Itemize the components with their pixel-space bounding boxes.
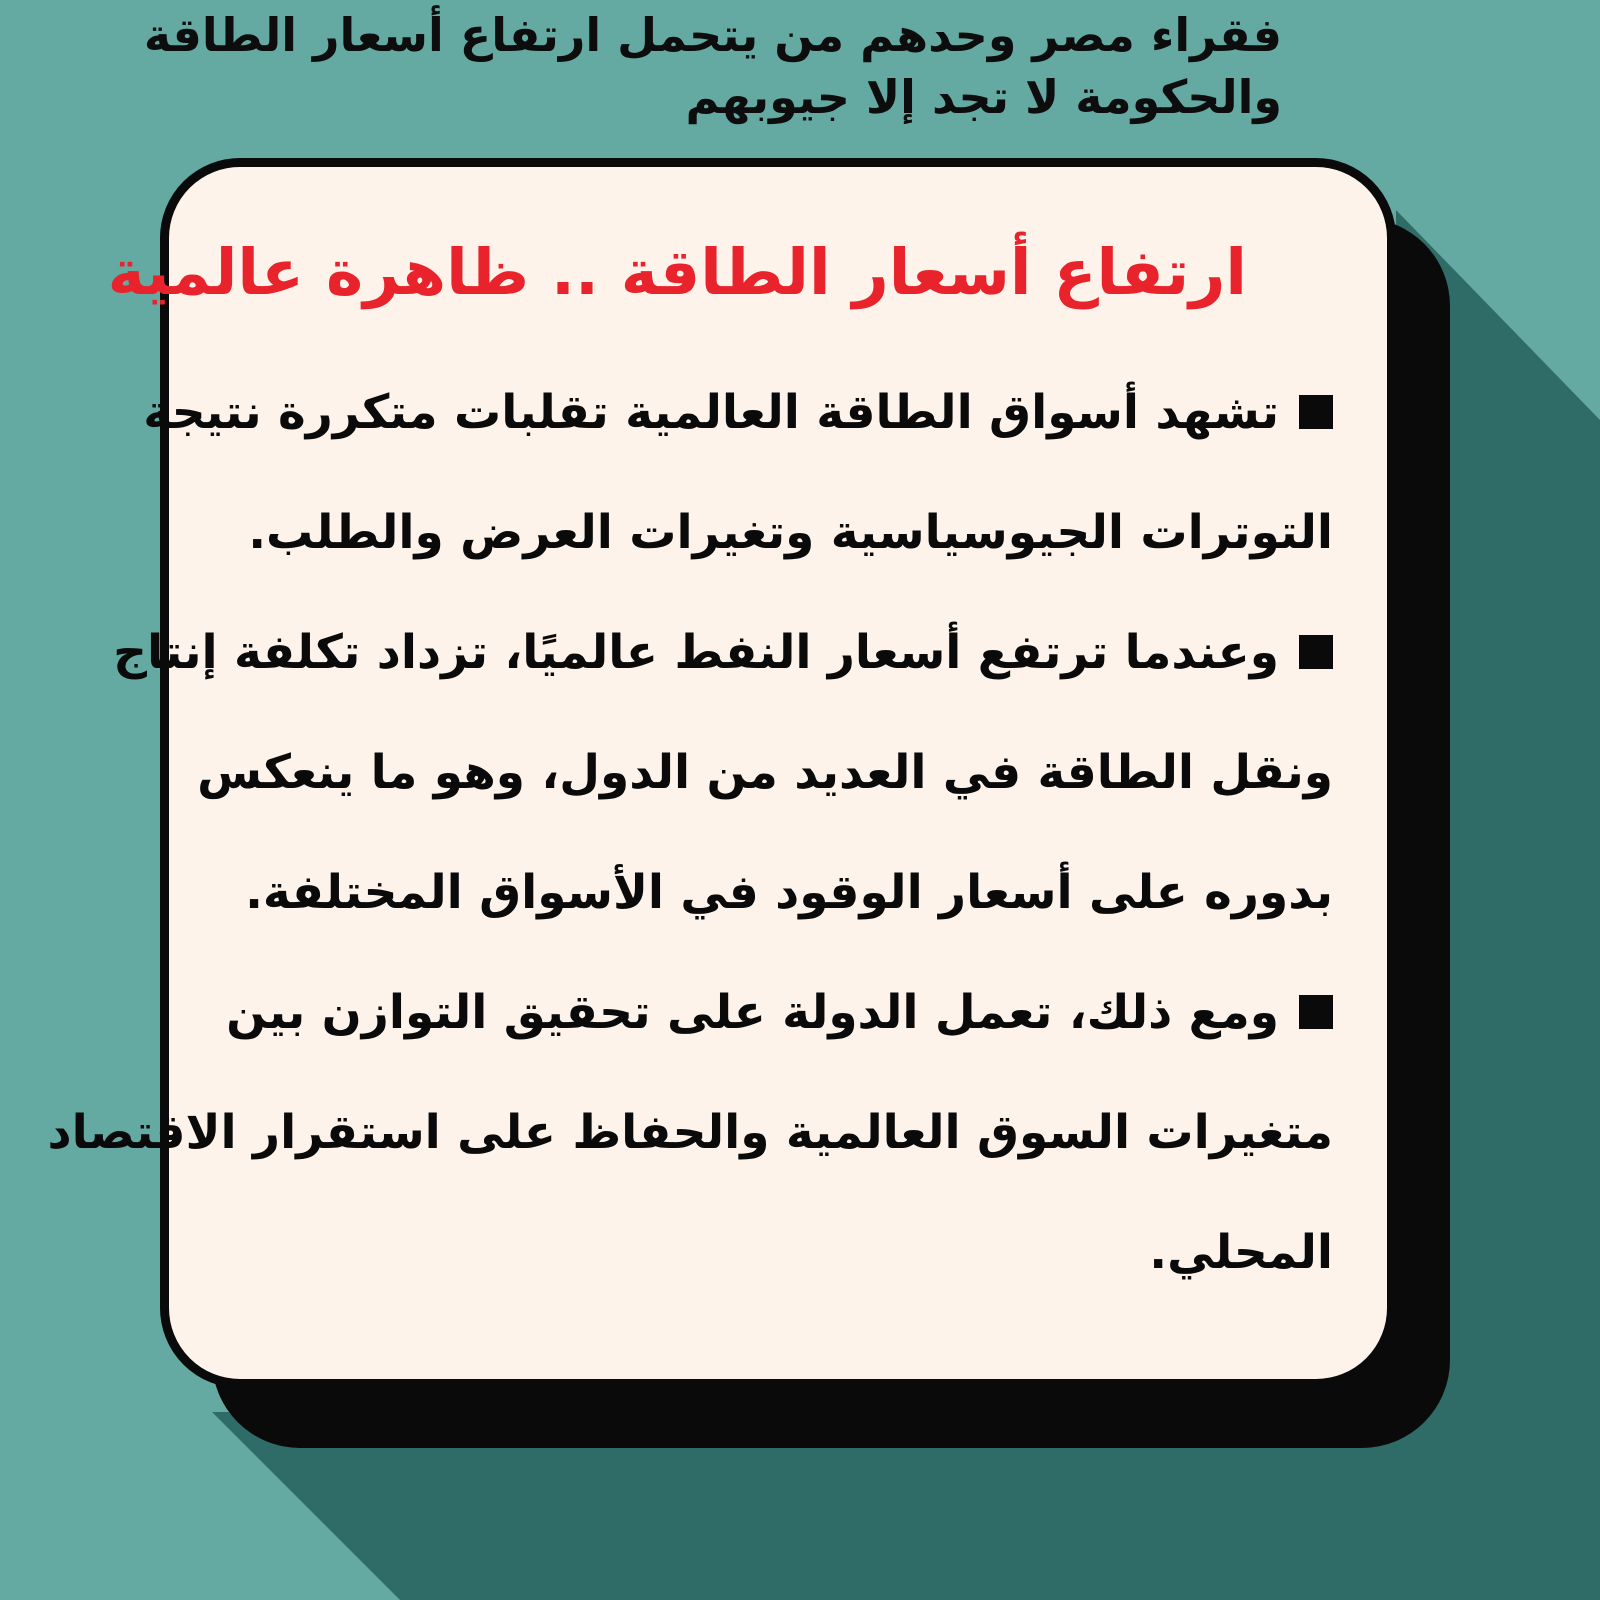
bullet-item bbox=[47, 953, 1333, 1313]
bullet-list bbox=[47, 353, 1333, 1313]
headline-line-2: والحكومة لا تجد إلا جيوبهم bbox=[685, 70, 1282, 124]
bullet-line bbox=[203, 953, 1333, 1073]
headline-line-1: فقراء مصر وحدهم من يتحمل ارتفاع أسعار الطاقة bbox=[143, 8, 1282, 62]
bullet-line: التوترات الجيوسياسية وتغيرات العرض والطلب. bbox=[248, 505, 1333, 560]
bullet-line: المحلي. bbox=[1149, 1225, 1333, 1280]
bullet-text: وعندما ترتفع أسعار النفط عالميًا، تزداد تكلفة إنتاج bbox=[113, 625, 1279, 680]
card-title: ارتفاع أسعار الطاقة .. ظاهرة عالمية bbox=[107, 236, 1247, 309]
black-square-bullet-icon bbox=[1299, 635, 1333, 669]
bullet-item bbox=[143, 353, 1333, 593]
bullet-text: ومع ذلك، تعمل الدولة على تحقيق التوازن بين bbox=[226, 985, 1279, 1040]
bullet-line bbox=[113, 593, 1333, 713]
bullet-line: بدوره على أسعار الوقود في الأسواق المختلفة. bbox=[245, 865, 1333, 920]
bullet-line bbox=[143, 353, 1333, 473]
black-square-bullet-icon bbox=[1299, 995, 1333, 1029]
info-card bbox=[47, 158, 1396, 1388]
black-square-bullet-icon bbox=[1299, 395, 1333, 429]
bullet-text: تشهد أسواق الطاقة العالمية تقلبات متكررة نتيجة bbox=[143, 385, 1279, 440]
headline bbox=[143, 4, 1282, 128]
bullet-line: متغيرات السوق العالمية والحفاظ على استقرار الاقتصاد bbox=[47, 1105, 1333, 1160]
bullet-item bbox=[113, 593, 1333, 953]
bullet-line: ونقل الطاقة في العديد من الدول، وهو ما ينعكس bbox=[197, 745, 1333, 800]
